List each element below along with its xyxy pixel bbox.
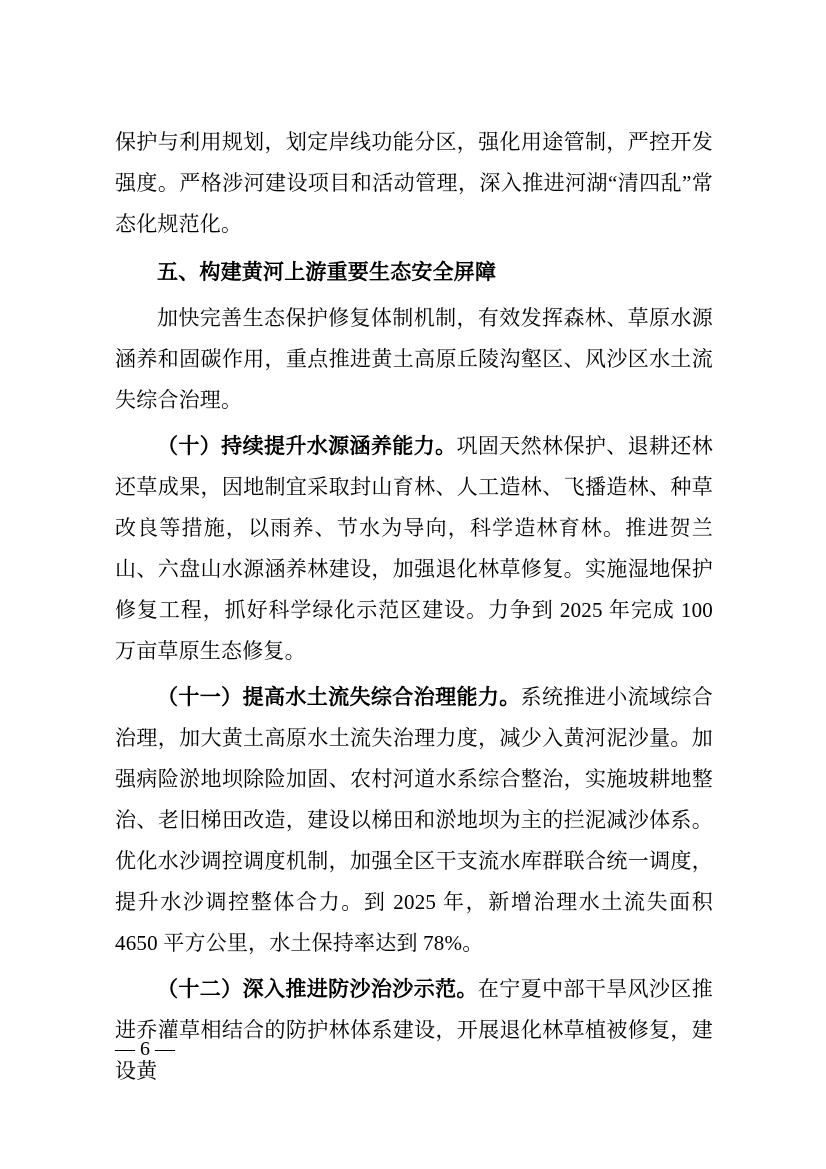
paragraph [115, 426, 713, 672]
section-heading-text: 五、构建黄河上游重要生态安全屏障 [157, 261, 497, 284]
paragraph-lead: （十一）提高水土流失综合治理能力。 [157, 686, 521, 709]
paragraph [115, 298, 713, 421]
paragraph [115, 969, 713, 1092]
paragraph [115, 122, 713, 245]
paragraph-text: 保护与利用规划，划定岸线功能分区，强化用途管制，严控开发强度。严格涉河建设项目和活动管理，深入推进河湖“清四乱”常态化规范化。 [115, 130, 713, 236]
paragraph-lead: （十二）深入推进防沙治沙示范。 [157, 978, 478, 1001]
paragraph-text: 在宁夏中部干旱风沙区推进乔灌草相结合的防护林体系建设，开展退化林草植被修复，建设黄 [115, 977, 714, 1083]
paragraph-text: 加快完善生态保护修复体制机制，有效发挥森林、草原水源涵养和固碳作用，重点推进黄土高原丘陵沟壑区、风沙区水土流失综合治理。 [115, 306, 713, 412]
paragraph-text: 系统推进小流域综合治理，加大黄土高原水土流失治理力度，减少入黄河泥沙量。加强病险淤地坝除险加固、农村河道水系综合整治，实施坡耕地整治、老旧梯田改造，建设以梯田和淤地坝为主的拦泥减沙体系。优化水沙调控调度机制，加强全区干支流水库群联合统一调度，提升水沙调控整体合力。到 2025 年，新增治理水土流失面积 4650 平方公里，水土保持率达到 78%。 [115, 685, 713, 955]
paragraph [115, 677, 713, 964]
page-number: — 6 — [115, 1038, 175, 1060]
section-heading [115, 252, 713, 293]
paragraph-text: 巩固天然林保护、退耕还林还草成果，因地制宜采取封山育林、人工造林、飞播造林、种草改良等措施，以雨养、节水为导向，科学造林育林。推进贺兰山、六盘山水源涵养林建设，加强退化林草修复。实施湿地保护修复工程，抓好科学绿化示范区建设。力争到 2025 年完成 100 万亩草原生态修复。 [115, 434, 713, 663]
document-body [115, 122, 713, 1092]
paragraph-lead: （十）持续提升水源涵养能力。 [157, 435, 457, 458]
